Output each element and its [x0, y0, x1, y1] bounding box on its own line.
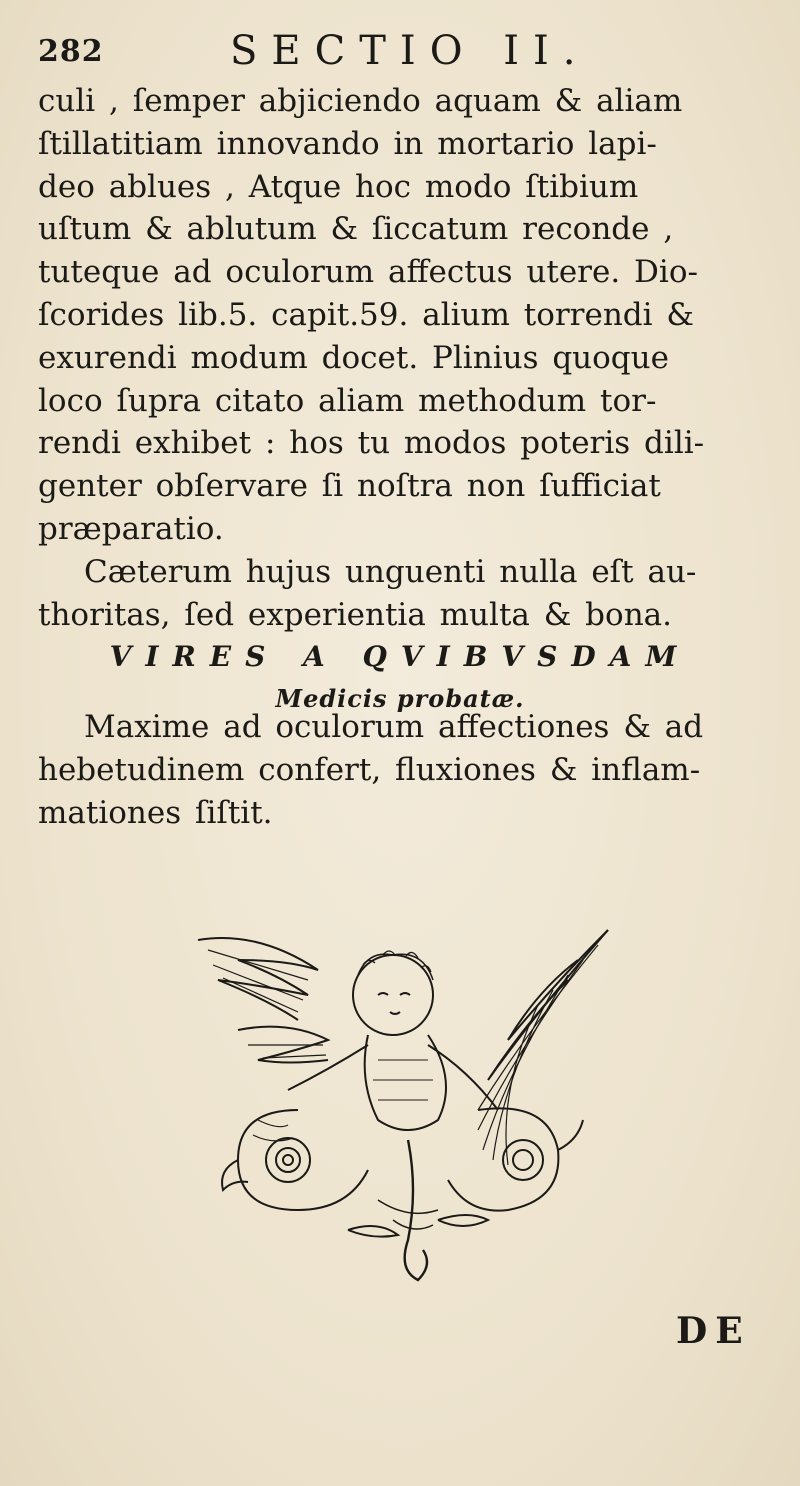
section-title: SECTIO II. — [230, 28, 590, 74]
body-text-2 — [38, 706, 778, 834]
winged-cherub-dolphin-woodcut-icon — [178, 920, 638, 1300]
text-line: hebetudinem confert, fluxiones & inflam- — [38, 751, 701, 788]
text-line: Maxime ad oculorum affectiones & ad — [84, 709, 704, 745]
text-line: tuteque ad oculorum affectus utere. Dio- — [38, 254, 698, 291]
text-line: ſcorides lib.5. capit.59. alium torrendi & — [38, 296, 695, 333]
running-head — [38, 28, 758, 78]
text-line: ſtillatitiam innovando in mortario lapi- — [38, 125, 657, 162]
text-line: mationes ſiſtit. — [38, 794, 273, 831]
body-text — [38, 80, 768, 636]
catchword: DE — [676, 1310, 751, 1352]
text-line: exurendi modum docet. Plinius quoque — [38, 339, 669, 376]
text-line: deo ablues , Atque hoc modo ſtibium — [38, 168, 639, 205]
section-heading: VIRES A QVIBVSDAM — [109, 640, 691, 673]
text-line: rendi exhibet : hos tu modos poteris dili- — [38, 425, 705, 462]
text-line: thoritas, ſed experientia multa & bona. — [38, 596, 672, 633]
section-subheading: Medicis probatæ. — [275, 684, 525, 713]
text-line: uſtum & ablutum & ſiccatum reconde , — [38, 211, 674, 248]
text-line: præparatio. — [38, 510, 224, 547]
text-line: genter obſervare ſi noſtra non ſufficiat — [38, 468, 661, 505]
text-line: loco ſupra citato aliam methodum tor- — [38, 382, 657, 419]
text-line: Cæterum hujus unguenti nulla eſt au- — [84, 553, 697, 590]
text-line: culi , ſemper abjiciendo aquam & aliam — [38, 83, 683, 119]
page-number: 282 — [38, 34, 104, 69]
